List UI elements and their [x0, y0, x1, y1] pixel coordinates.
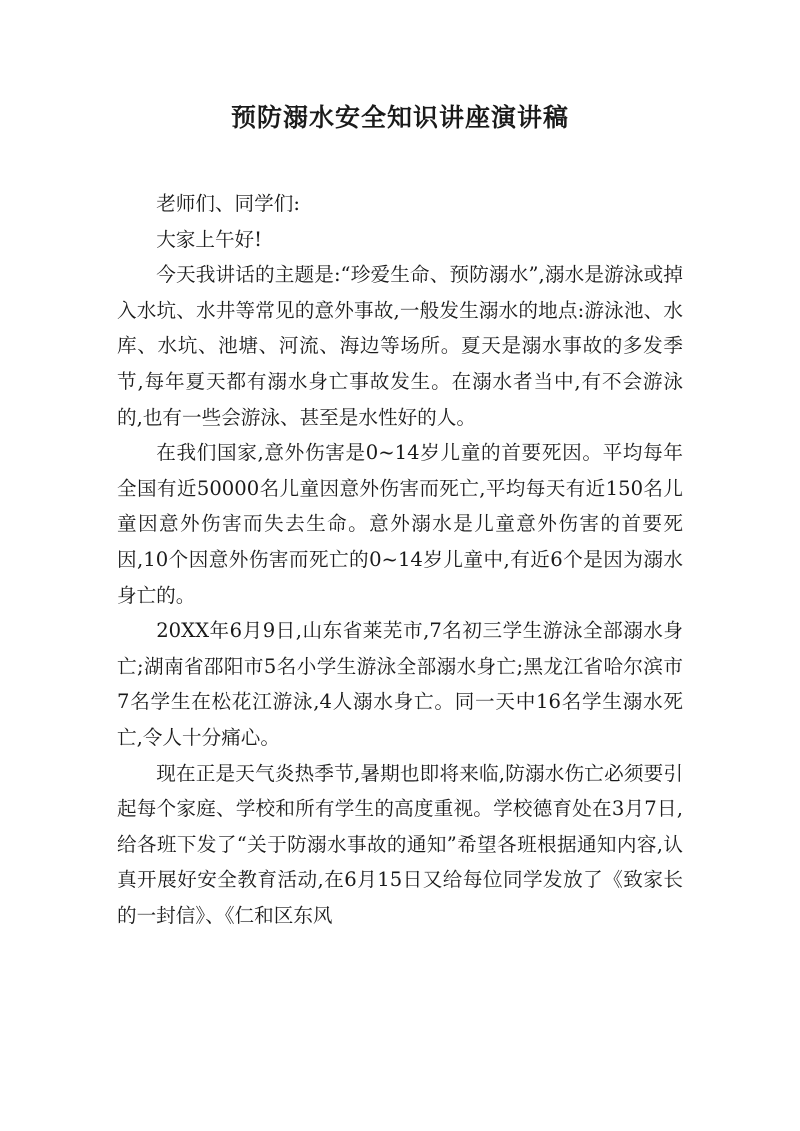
document-title: 预防溺水安全知识讲座演讲稿	[230, 103, 569, 132]
salutation-paragraph: 大家上午好!	[156, 227, 263, 251]
greeting-paragraph: 老师们、同学们:	[156, 192, 300, 215]
document-body	[117, 186, 683, 933]
body-paragraph-theme: 今天我讲话的主题是:“珍爱生命、预防溺水”,溺水是游泳或掉入水坑、水井等常见的意外事故,一般发生溺水的地点:游泳池、水库、水坑、池塘、河流、海边等场所。夏天是溺水事故的多发季节,每年夏天都有溺水身亡事故发生。在溺水者当中,有不会游泳的,也有一些会游泳、甚至是水性好的人。	[117, 263, 683, 429]
body-paragraph-school-actions: 现在正是天气炎热季节,暑期也即将来临,防溺水伤亡必须要引起每个家庭、学校和所有学生的高度重视。学校德育处在3月7日,给各班下发了“关于防溺水事故的通知”希望各班根据通知内容,认真开展好安全教育活动,在6月15日又给每位同学发放了《致家长的一封信》、《仁和区东风	[117, 761, 683, 927]
body-paragraph-incidents: 20XX年6月9日,山东省莱芜市,7名初三学生游泳全部溺水身亡;湖南省邵阳市5名小学生游泳全部溺水身亡;黑龙江省哈尔滨市7名学生在松花江游泳,4人溺水身亡。同一天中16名学生溺水死亡,令人十分痛心。	[117, 619, 683, 749]
body-paragraph-statistics: 在我们国家,意外伤害是0~14岁儿童的首要死因。平均每年全国有近50000名儿童因意外伤害而死亡,平均每天有近150名儿童因意外伤害而失去生命。意外溺水是儿童意外伤害的首要死因,10个因意外伤害而死亡的0~14岁儿童中,有近6个是因为溺水身亡的。	[117, 441, 683, 607]
